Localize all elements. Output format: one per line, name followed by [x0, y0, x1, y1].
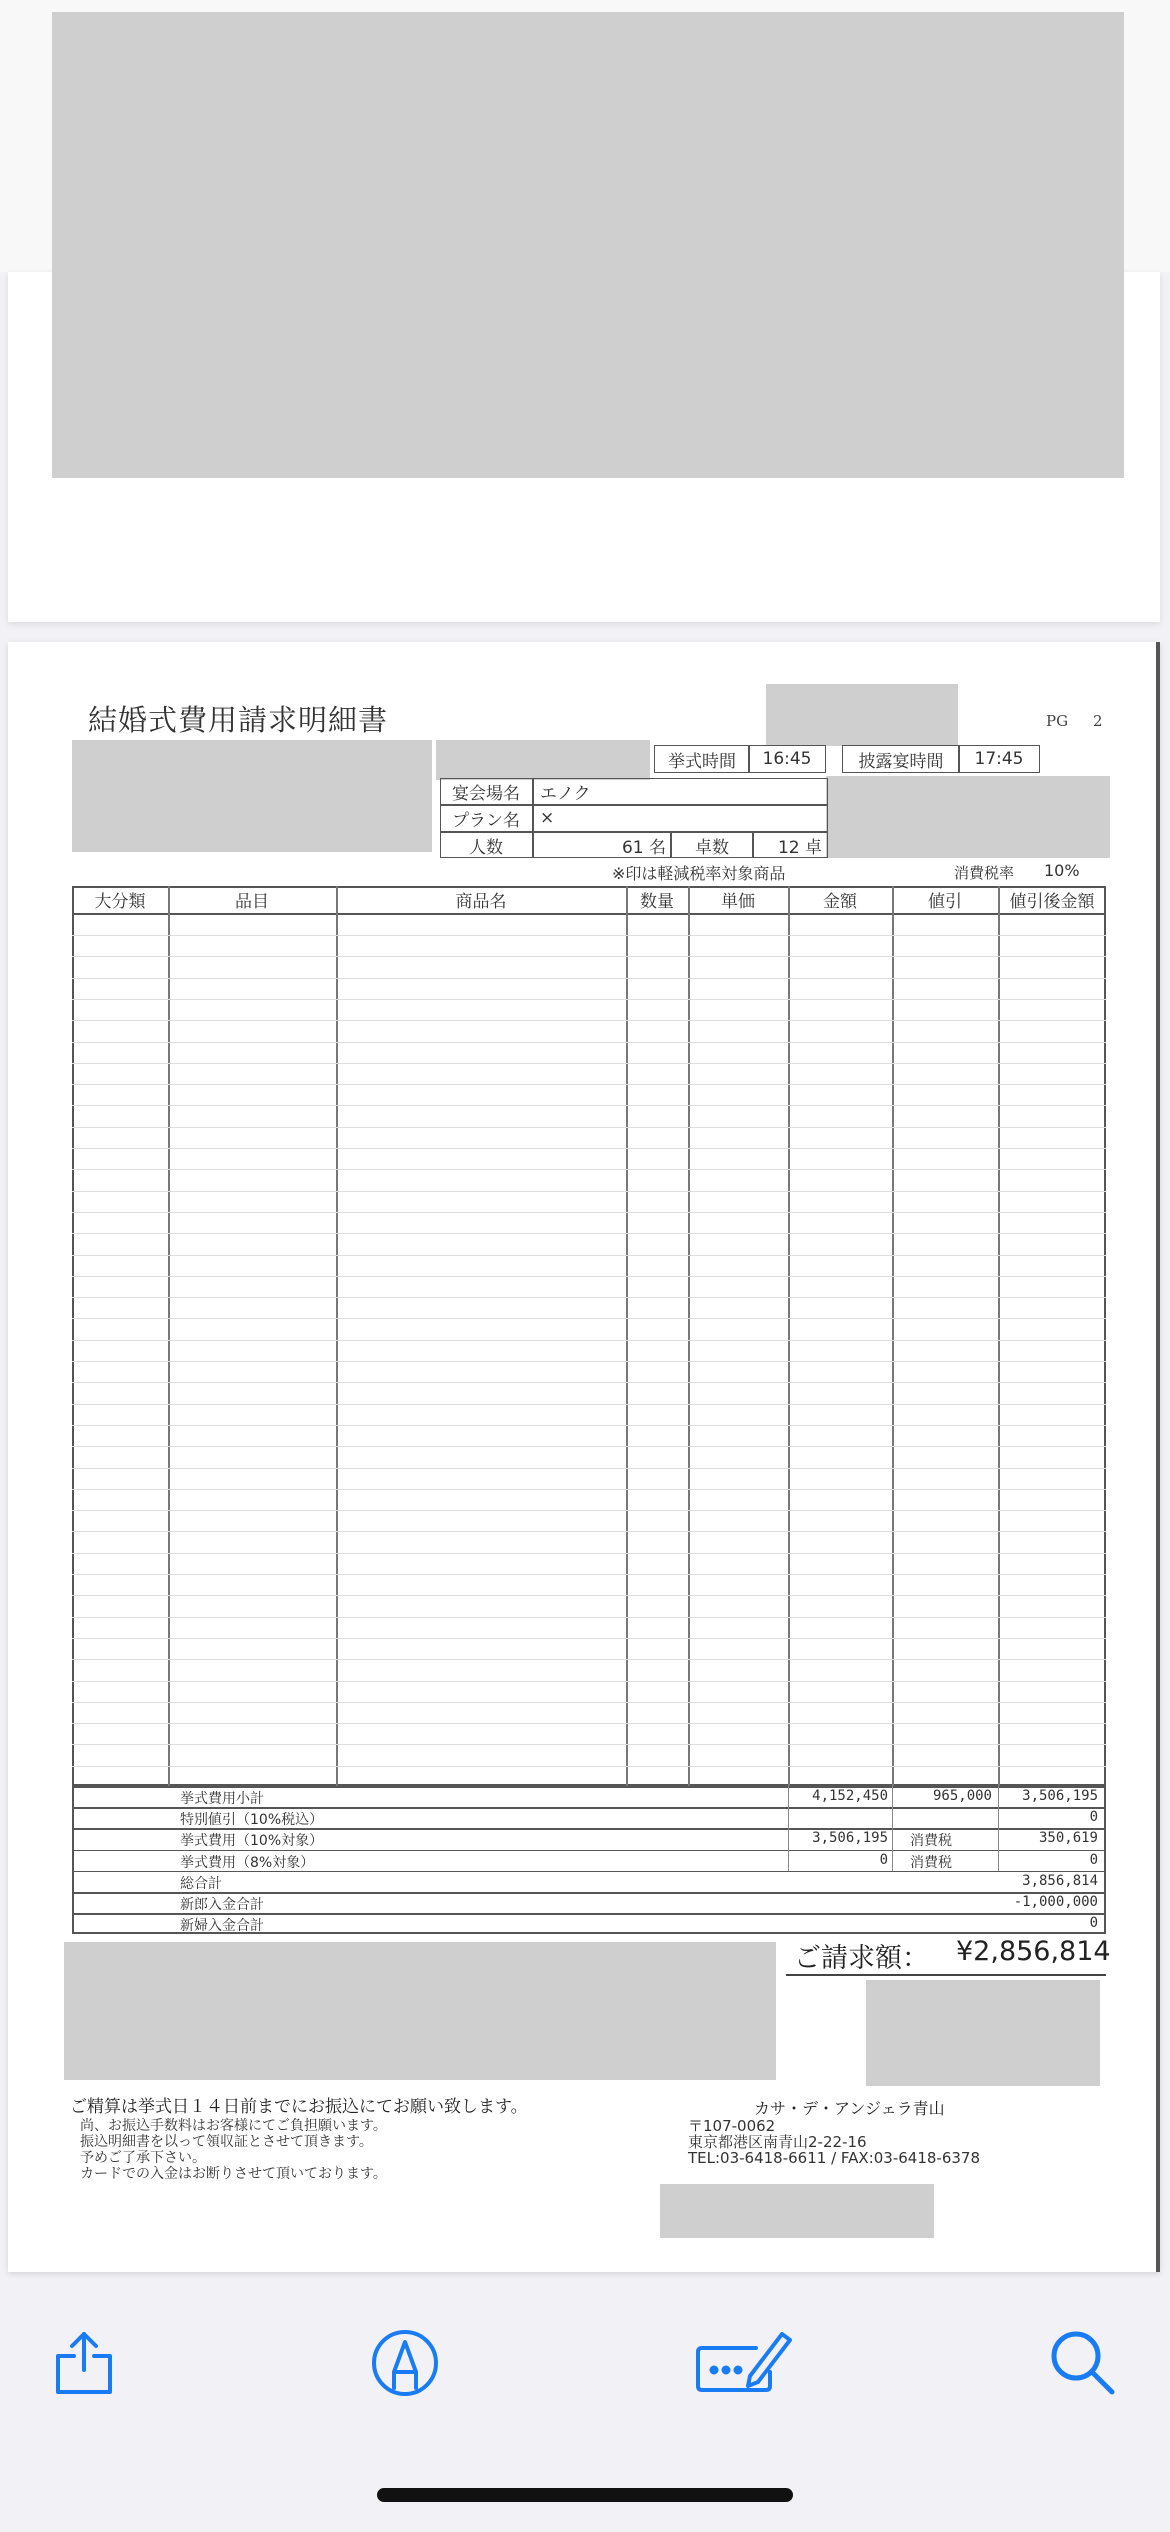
- table-row-line: [72, 1361, 1106, 1362]
- col-header-amount: 金額: [823, 892, 857, 912]
- table-row-line: [72, 1318, 1106, 1319]
- table-row-line: [72, 1617, 1106, 1618]
- tax-rate-value: 10%: [1044, 861, 1080, 880]
- summary-column-line: [788, 1786, 789, 1871]
- table-row-line: [72, 1659, 1106, 1660]
- table-row-line: [72, 1233, 1106, 1234]
- tax-rate-label: 消費税率: [954, 864, 1015, 882]
- guests-label: 人数: [469, 837, 503, 858]
- page-number: 2: [1093, 712, 1103, 730]
- summary-net: -1,000,000: [1013, 1894, 1098, 1910]
- summary-label: 挙式費用（8%対象）: [180, 1854, 315, 1871]
- table-row-line: [72, 1766, 1106, 1767]
- billing-label: ご請求額：: [794, 1943, 929, 1974]
- venue-postal: 〒107-0062: [688, 2117, 776, 2135]
- tables-value: 12 卓: [777, 837, 822, 858]
- table-row-line: [72, 1595, 1106, 1596]
- note-line: 振込明細書を以って領収証とさせて頂きます。: [80, 2134, 373, 2150]
- summary-discount: 消費税: [910, 1833, 952, 1850]
- col-header-discount: 値引: [928, 892, 962, 912]
- table-row-line: [72, 1191, 1106, 1192]
- summary-net: 3,506,195: [1022, 1788, 1098, 1804]
- table-row-line: [72, 1574, 1106, 1575]
- page-2-edge: [1156, 642, 1160, 2272]
- plan-label: プラン名: [452, 810, 520, 831]
- guests-value: 61 名: [621, 837, 666, 858]
- redacted-block: [866, 1980, 1100, 2086]
- summary-discount: 消費税: [910, 1854, 952, 1871]
- summary-net: 3,856,814: [1022, 1872, 1098, 1889]
- summary-net: 0: [1089, 1809, 1098, 1826]
- billing-amount: ¥2,856,814: [956, 1936, 1111, 1967]
- table-row-line: [72, 1468, 1106, 1469]
- summary-net: 350,619: [1038, 1830, 1098, 1847]
- summary-label: 特別値引（10%税込）: [180, 1812, 324, 1829]
- col-header-net-amount: 値引後金額: [1009, 892, 1095, 912]
- table-row-line: [72, 1084, 1106, 1085]
- markup-icon[interactable]: [370, 2328, 440, 2398]
- table-row-line: [72, 1212, 1106, 1213]
- col-header-quantity: 数量: [640, 892, 674, 912]
- table-row-line: [72, 978, 1106, 979]
- redacted-block: [660, 2184, 934, 2238]
- payment-note: ご精算は挙式日１４日前までにお振込にてお願い致します。: [70, 2097, 528, 2117]
- summary-label: 新郎入金合計: [180, 1897, 264, 1913]
- reduced-tax-note: ※印は軽減税率対象商品: [612, 864, 786, 883]
- col-header-item: 品目: [235, 892, 269, 912]
- summary-label: 総合計: [180, 1875, 222, 1892]
- summary-label: 新婦入金合計: [180, 1918, 264, 1935]
- summary-net: 0: [1089, 1851, 1098, 1868]
- summary-amount: 0: [879, 1851, 888, 1868]
- table-row-line: [72, 1169, 1106, 1170]
- col-header-unit-price: 単価: [721, 892, 755, 912]
- table-row-line: [72, 1063, 1106, 1064]
- ceremony-time: 16:45: [748, 745, 826, 773]
- col-header-product: 商品名: [455, 892, 507, 912]
- page-label: PG: [1046, 712, 1069, 730]
- document-title: 結婚式費用請求明細書: [88, 703, 389, 737]
- venue-phone: TEL:03-6418-6611 / FAX:03-6418-6378: [688, 2149, 981, 2167]
- table-row-line: [72, 1702, 1106, 1703]
- table-row-line: [72, 1382, 1106, 1383]
- plan-value: ×: [540, 808, 555, 828]
- venue-name: カサ・デ・アンジェラ青山: [754, 2099, 945, 2118]
- billing-underline: [786, 1974, 1106, 1976]
- note-line: カードでの入金はお断りさせて頂いております。: [80, 2166, 387, 2182]
- col-header-category: 大分類: [94, 892, 146, 912]
- redacted-block: [766, 684, 958, 746]
- table-row-line: [72, 1297, 1106, 1298]
- table-row-line: [72, 1105, 1106, 1106]
- venue-label: 宴会場名: [452, 783, 520, 804]
- summary-label: 挙式費用小計: [180, 1791, 264, 1807]
- redacted-block: [52, 12, 1124, 478]
- tables-label: 卓数: [695, 837, 729, 858]
- table-row-line: [72, 1446, 1106, 1447]
- table-row-line: [72, 1276, 1106, 1277]
- table-row-line: [72, 956, 1106, 957]
- table-row-line: [72, 1404, 1106, 1405]
- summary-column-line: [998, 1786, 999, 1871]
- home-indicator: [377, 2488, 793, 2502]
- table-row-line: [72, 1723, 1106, 1724]
- summary-net: 0: [1089, 1915, 1098, 1932]
- note-line: 尚、お振込手数料はお客様にてご負担願います。: [80, 2118, 387, 2134]
- table-row-line: [72, 1744, 1106, 1745]
- summary-amount: 4,152,450: [812, 1788, 888, 1804]
- table-row-line: [72, 935, 1106, 936]
- table-row-line: [72, 1681, 1106, 1682]
- table-row-line: [72, 1127, 1106, 1128]
- summary-discount: 965,000: [932, 1788, 992, 1804]
- table-row-line: [72, 1531, 1106, 1532]
- table-row-line: [72, 1425, 1106, 1426]
- share-icon[interactable]: [52, 2330, 116, 2396]
- redacted-block: [826, 776, 1110, 858]
- reception-time-label: 披露宴時間: [842, 745, 960, 773]
- summary-label: 挙式費用（10%対象）: [180, 1833, 324, 1850]
- table-row-line: [72, 1553, 1106, 1554]
- table-row-line: [72, 1042, 1106, 1043]
- reception-time: 17:45: [958, 745, 1040, 773]
- table-row-line: [72, 1255, 1106, 1256]
- table-row-line: [72, 1340, 1106, 1341]
- summary-amount: 3,506,195: [812, 1830, 888, 1847]
- signature-icon[interactable]: [694, 2326, 794, 2394]
- table-row-line: [72, 999, 1106, 1000]
- table-header-line: [72, 913, 1106, 915]
- venue-value: エノク: [540, 783, 591, 804]
- summary-row-line: [72, 1871, 1106, 1873]
- table-row-line: [72, 1638, 1106, 1639]
- table-row-line: [72, 1020, 1106, 1021]
- search-icon[interactable]: [1048, 2328, 1118, 2398]
- venue-address: 東京都港区南青山2-22-16: [688, 2133, 867, 2151]
- redacted-block: [64, 1942, 776, 2080]
- redacted-block: [436, 740, 650, 780]
- redacted-block: [72, 740, 432, 852]
- ceremony-time-label: 挙式時間: [654, 745, 750, 773]
- note-line: 予めご了承下さい。: [80, 2150, 206, 2166]
- table-row-line: [72, 1510, 1106, 1511]
- table-row-line: [72, 1148, 1106, 1149]
- table-row-line: [72, 1489, 1106, 1490]
- summary-column-line: [892, 1786, 893, 1871]
